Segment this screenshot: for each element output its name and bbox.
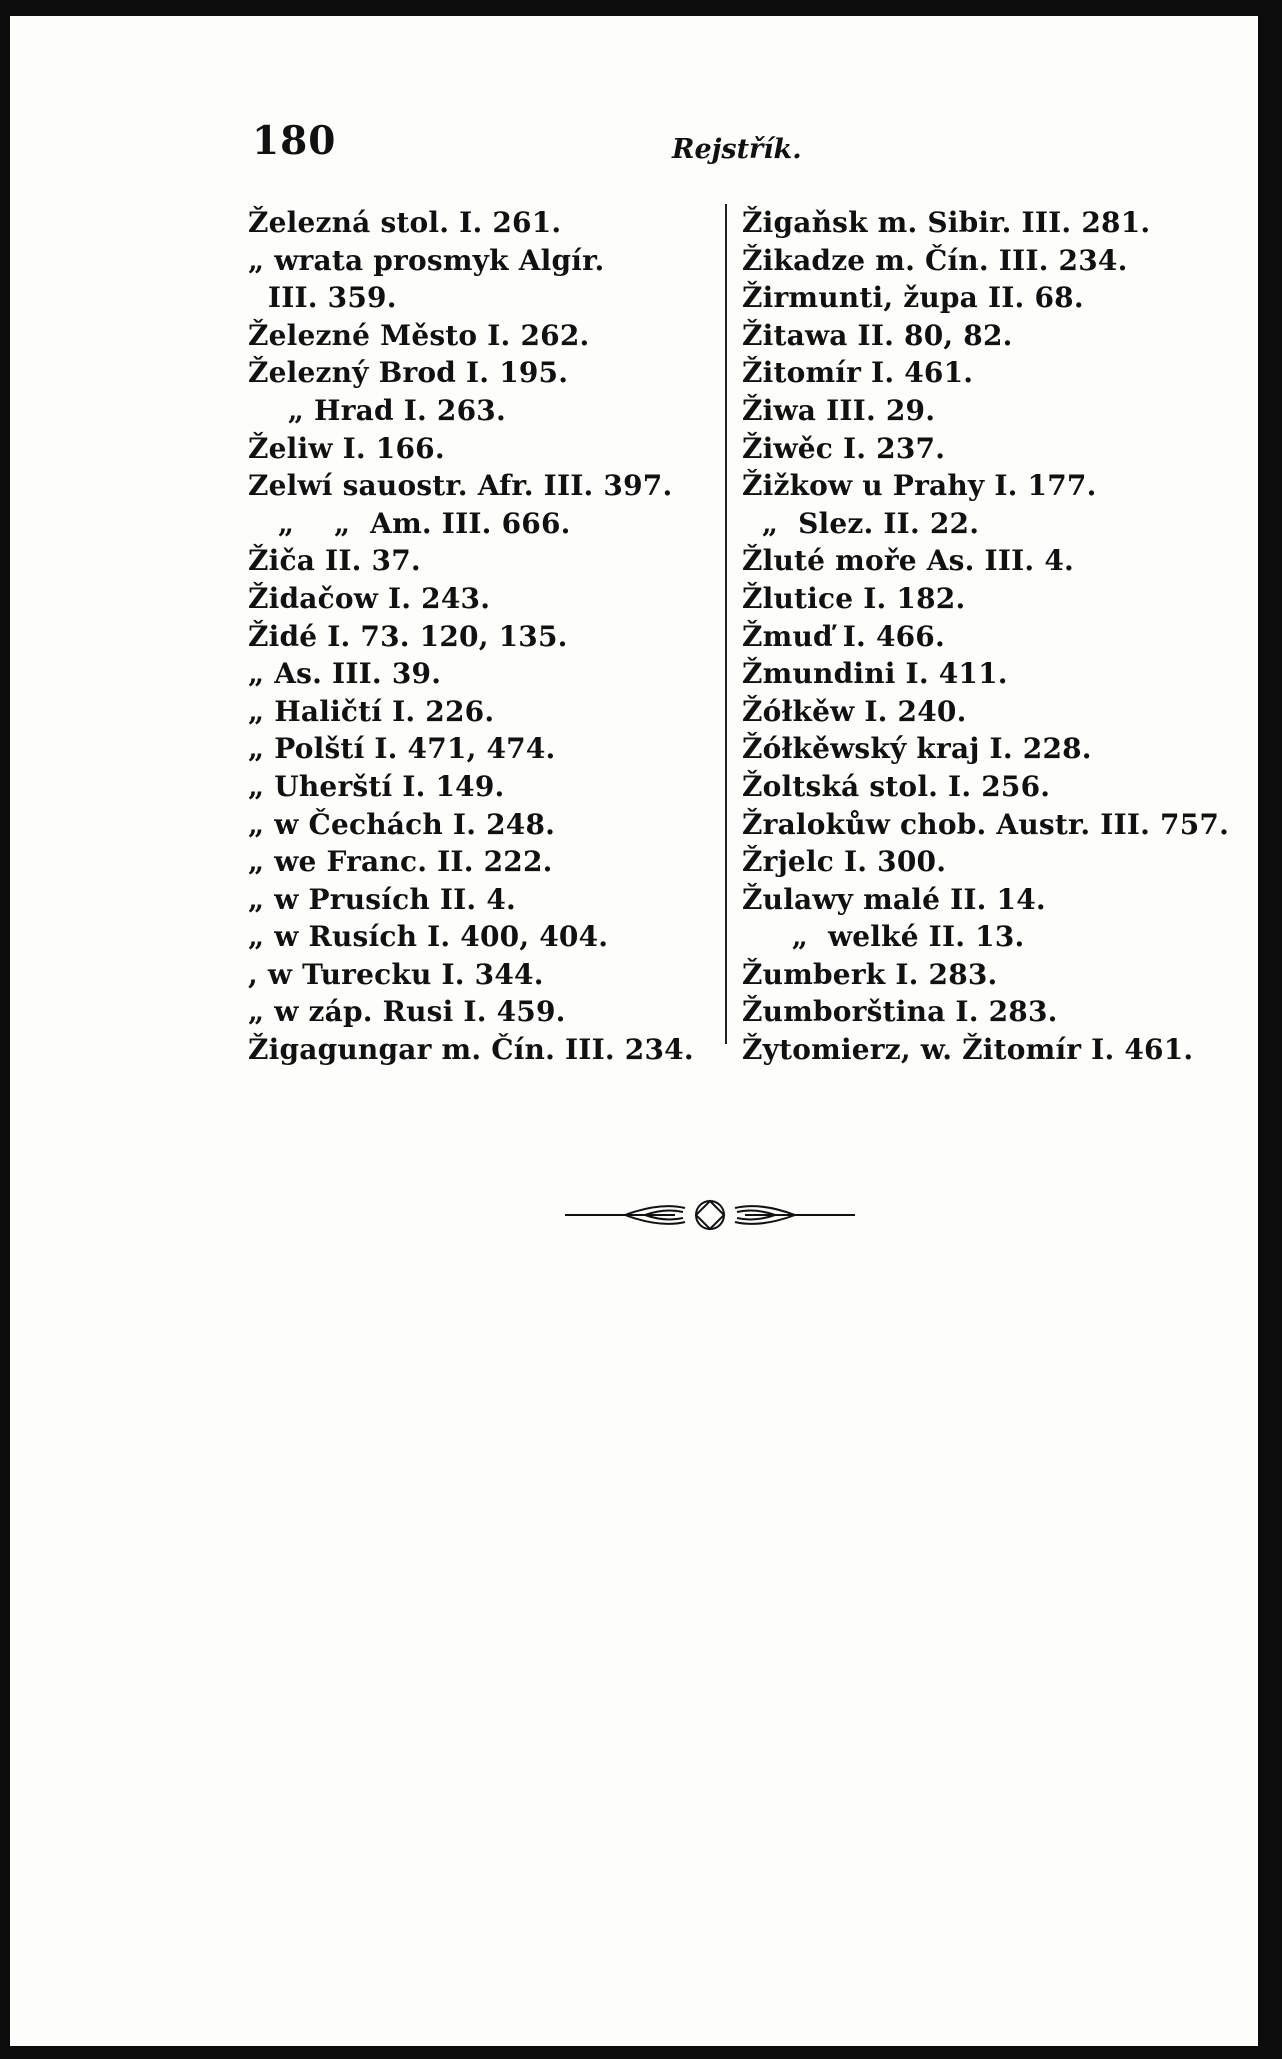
index-left-entry: Žiča II. 37. [248,544,421,578]
index-right-entry: Žluté moře As. III. 4. [742,544,1074,578]
index-left-entry: „ we Franc. II. 222. [248,845,553,879]
index-left-entry: Železná stol. I. 261. [248,206,562,239]
index-right-entry: „ Slez. II. 22. [742,506,980,540]
index-right-entry: Žółkěwský kraj I. 228. [742,732,1092,766]
index-left-entry: Židé I. 73. 120, 135. [248,619,568,653]
index-left-entry: Želiw I. 166. [248,431,445,465]
decorative-ornament [565,1188,855,1242]
index-left-entry: „ wrata prosmyk Algír. [248,243,605,277]
index-left-entry: Zelwí sauostr. Afr. III. 397. [248,469,673,503]
index-left-entry: „ As. III. 39. [248,657,442,691]
index-left-entry: Železné Město I. 262. [248,318,590,352]
index-left-entry: Železný Brod I. 195. [248,356,569,390]
column-divider [725,204,727,1044]
index-right-entry: Žółkěw I. 240. [742,694,967,728]
index-right-entry: Žytomierz, w. Žitomír I. 461. [742,1033,1194,1067]
index-right-entry: Žmundini I. 411. [742,657,1008,691]
index-right-entry: „ welké II. 13. [742,920,1025,954]
index-left-entry: „ w záp. Rusi I. 459. [248,995,566,1029]
index-left-entry: Židačow I. 243. [248,581,491,615]
index-right-entry: Žižkow u Prahy I. 177. [742,469,1097,503]
index-right-entry: Žlutice I. 182. [742,581,966,615]
index-left-entry: „ „ Am. III. 666. [248,506,571,540]
index-left-entry: „ w Prusích II. 4. [248,882,516,916]
index-left-entry: „ w Rusích I. 400, 404. [248,920,609,954]
index-left-entry: Žigagungar m. Čín. III. 234. [248,1033,694,1067]
index-right-entry: Žumborština I. 283. [742,995,1058,1029]
index-right-entry: Žrjelc I. 300. [742,845,947,879]
page-number: 180 [252,118,337,164]
index-left-entry: , w Turecku I. 344. [248,957,544,991]
index-right-entry: Žigaňsk m. Sibir. III. 281. [742,206,1151,239]
index-column-right [742,204,1230,1069]
index-right-entry: Žulawy malé II. 14. [742,882,1046,916]
running-head: Rejstřík. [672,134,802,165]
index-right-entry: Žmuď I. 466. [742,619,945,653]
index-right-entry: Žumberk I. 283. [742,957,998,991]
index-left-entry: „ Hrad I. 263. [248,393,506,427]
index-left-entry: „ w Čechách I. 248. [248,807,556,841]
index-left-entry: „ Haličtí I. 226. [248,694,495,728]
index-right-entry: Žitomír I. 461. [742,356,974,390]
index-right-entry: Žiwěc I. 237. [742,431,946,465]
index-right-entry: Žikadze m. Čín. III. 234. [742,243,1128,277]
index-right-entry: Žralokůw chob. Austr. III. 757. [742,807,1230,841]
index-right-entry: Žirmunti, župa II. 68. [742,281,1084,315]
index-left-entry: „ Uherští I. 149. [248,769,505,803]
index-right-entry: Žiwa III. 29. [742,393,936,427]
index-left-entry: „ Polští I. 471, 474. [248,732,556,766]
index-column-left [248,204,718,1069]
index-left-entry: III. 359. [248,281,397,315]
index-right-entry: Žitawa II. 80, 82. [742,318,1013,352]
index-right-entry: Žoltská stol. I. 256. [742,769,1051,803]
